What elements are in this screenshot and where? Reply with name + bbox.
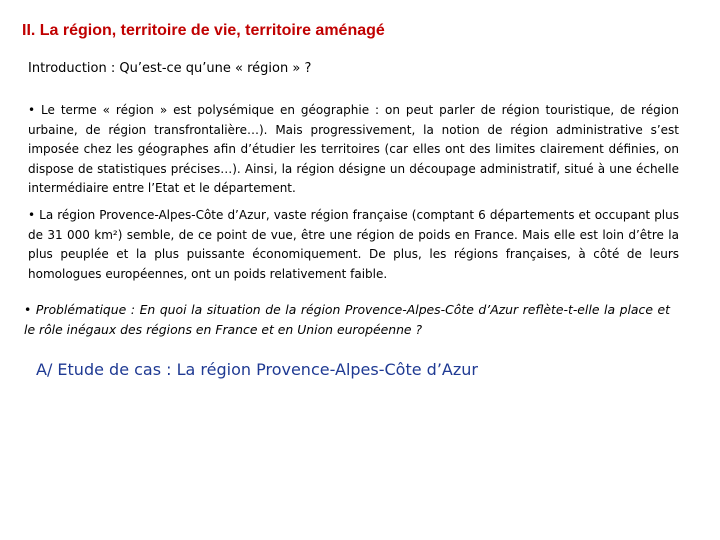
section-heading-case-study: A/ Etude de cas : La région Provence-Alpes-Côte d’Azur [36,360,478,379]
intro-heading: Introduction : Qu’est-ce qu’une « région » ? [28,61,312,76]
paragraph-region-definition: • Le terme « région » est polysémique en géographie : on peut parler de région touristique, de région urbaine, de région transfrontalière…). Mais progressivement, la notion de région administrative s’est imposée chez les géographes afin d’étudier les territoires (car elles ont des limites clairement définies, on dispose de statistiques précises…). Ainsi, la région désigne un découpage administratif, situé à une échelle intermédiaire entre l’Etat et le département. [28,103,679,195]
problematique-text: • Problématique : En quoi la situation de la région Provence-Alpes-Côte d’Azur reflète-t-elle la place et le rôle inégaux des régions en France et en Union européenne ? [24,302,670,337]
slide-title: II. La région, territoire de vie, territoire aménagé [22,22,385,39]
paragraph-paca-overview: • La région Provence-Alpes-Côte d’Azur, vaste région française (comptant 6 départements et occupant plus de 31 000 km²) semble, de ce point de vue, être une région de poids en France. Mais elle est loin d’être la plus peuplée et la plus puissante économiquement. De plus, les régions françaises, à côté de leurs homologues européennes, ont un poids relativement faible. [28,208,679,281]
